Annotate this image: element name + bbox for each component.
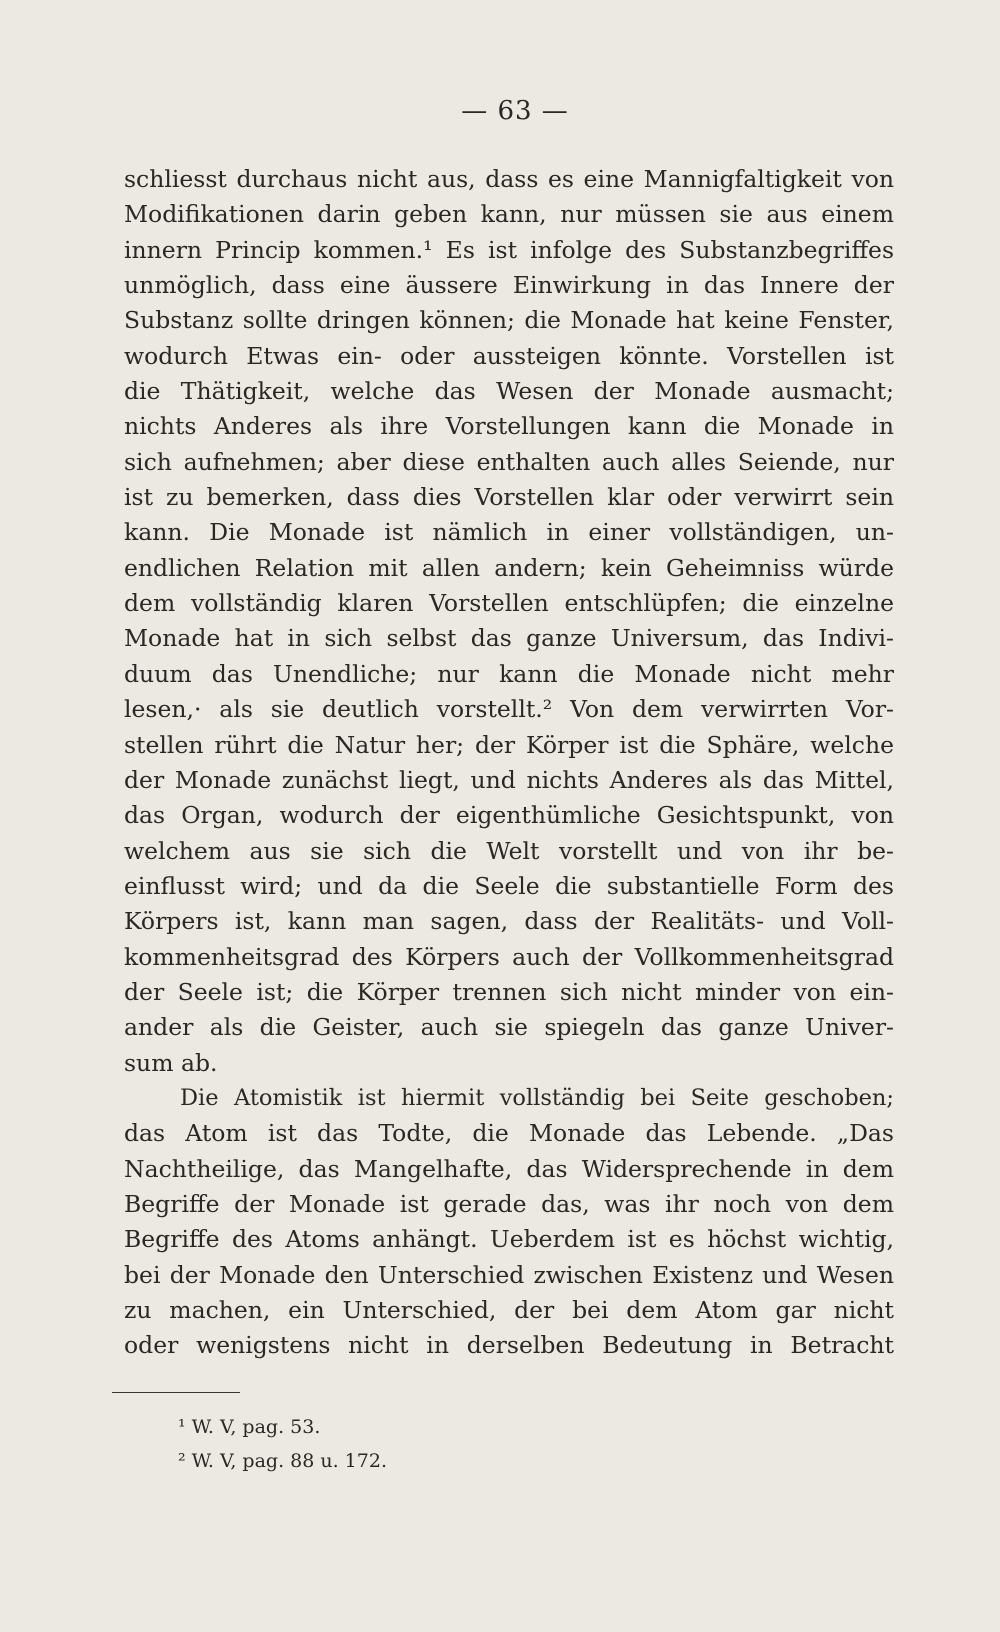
text-line: einflusst wird; und da die Seele die substantielle Form des xyxy=(124,871,894,900)
paragraph xyxy=(124,1081,894,1364)
text-line: Nachtheilige, das Mangelhafte, das Widersprechende in dem xyxy=(124,1154,894,1183)
text-line: die Thätigkeit, welche das Wesen der Monade ausmacht; xyxy=(124,377,894,406)
footnote: ² W. V, pag. 88 u. 172. xyxy=(178,1450,387,1472)
text-line: der Seele ist; die Körper trennen sich nicht minder von ein- xyxy=(124,977,894,1006)
footnote-divider xyxy=(112,1392,240,1393)
text-line: innern Princip kommen.¹ Es ist infolge des Substanzbegriffes xyxy=(124,235,894,264)
text-line: kommenheitsgrad des Körpers auch der Vollkommenheitsgrad xyxy=(124,942,894,971)
text-line: sich aufnehmen; aber diese enthalten auch alles Seiende, nur xyxy=(124,447,894,476)
text-line: endlichen Relation mit allen andern; kein Geheimniss würde xyxy=(124,553,894,582)
body-text xyxy=(124,162,894,1364)
text-line: lesen,· als sie deutlich vorstellt.² Von dem verwirrten Vor- xyxy=(124,695,894,724)
text-line: duum das Unendliche; nur kann die Monade nicht mehr xyxy=(124,659,894,688)
text-line: Die Atomistik ist hiermit vollständig bei Seite geschoben; xyxy=(180,1084,894,1111)
text-line: zu machen, ein Unterschied, der bei dem Atom gar nicht xyxy=(124,1296,894,1324)
footnote: ¹ W. V, pag. 53. xyxy=(178,1416,321,1438)
text-line: stellen rührt die Natur her; der Körper ist die Sphäre, welche xyxy=(124,730,894,759)
text-line: ist zu bemerken, dass dies Vorstellen klar oder verwirrt sein xyxy=(124,483,894,512)
text-line: das Organ, wodurch der eigenthümliche Gesichtspunkt, von xyxy=(124,801,894,830)
text-line: unmöglich, dass eine äussere Einwirkung in das Innere der xyxy=(124,271,894,300)
page-number: — 63 — xyxy=(461,96,569,126)
footnotes xyxy=(178,1410,387,1478)
text-line: dem vollständig klaren Vorstellen entschlüpfen; die einzelne xyxy=(124,589,894,618)
text-line: Modifikationen darin geben kann, nur müssen sie aus einem xyxy=(124,200,894,229)
text-line: schliesst durchaus nicht aus, dass es eine Mannigfaltigkeit von xyxy=(124,165,894,193)
text-line: Begriffe des Atoms anhängt. Ueberdem ist es höchst wichtig, xyxy=(124,1225,894,1254)
text-line: kann. Die Monade ist nämlich in einer vollständigen, un- xyxy=(124,518,894,547)
text-line: Begriffe der Monade ist gerade das, was ihr noch von dem xyxy=(124,1189,894,1218)
paragraph xyxy=(124,162,894,1081)
text-line: das Atom ist das Todte, die Monade das Lebende. „Das xyxy=(124,1119,894,1148)
text-line: Monade hat in sich selbst das ganze Universum, das Indivi- xyxy=(124,624,894,653)
text-line: Körpers ist, kann man sagen, dass der Realitäts- und Voll- xyxy=(124,907,894,936)
text-line: Substanz sollte dringen können; die Monade hat keine Fenster, xyxy=(124,306,894,335)
text-line: sum ab. xyxy=(124,1048,218,1077)
text-line: wodurch Etwas ein- oder aussteigen könnte. Vorstellen ist xyxy=(124,341,894,370)
text-line: ander als die Geister, auch sie spiegeln das ganze Univer- xyxy=(124,1013,894,1042)
text-line: nichts Anderes als ihre Vorstellungen kann die Monade in xyxy=(124,412,894,441)
text-line: der Monade zunächst liegt, und nichts Anderes als das Mittel, xyxy=(124,765,894,794)
text-line: welchem aus sie sich die Welt vorstellt und von ihr be- xyxy=(124,836,894,865)
text-line: bei der Monade den Unterschied zwischen Existenz und Wesen xyxy=(124,1260,894,1289)
text-line: oder wenigstens nicht in derselben Bedeutung in Betracht xyxy=(124,1331,894,1360)
